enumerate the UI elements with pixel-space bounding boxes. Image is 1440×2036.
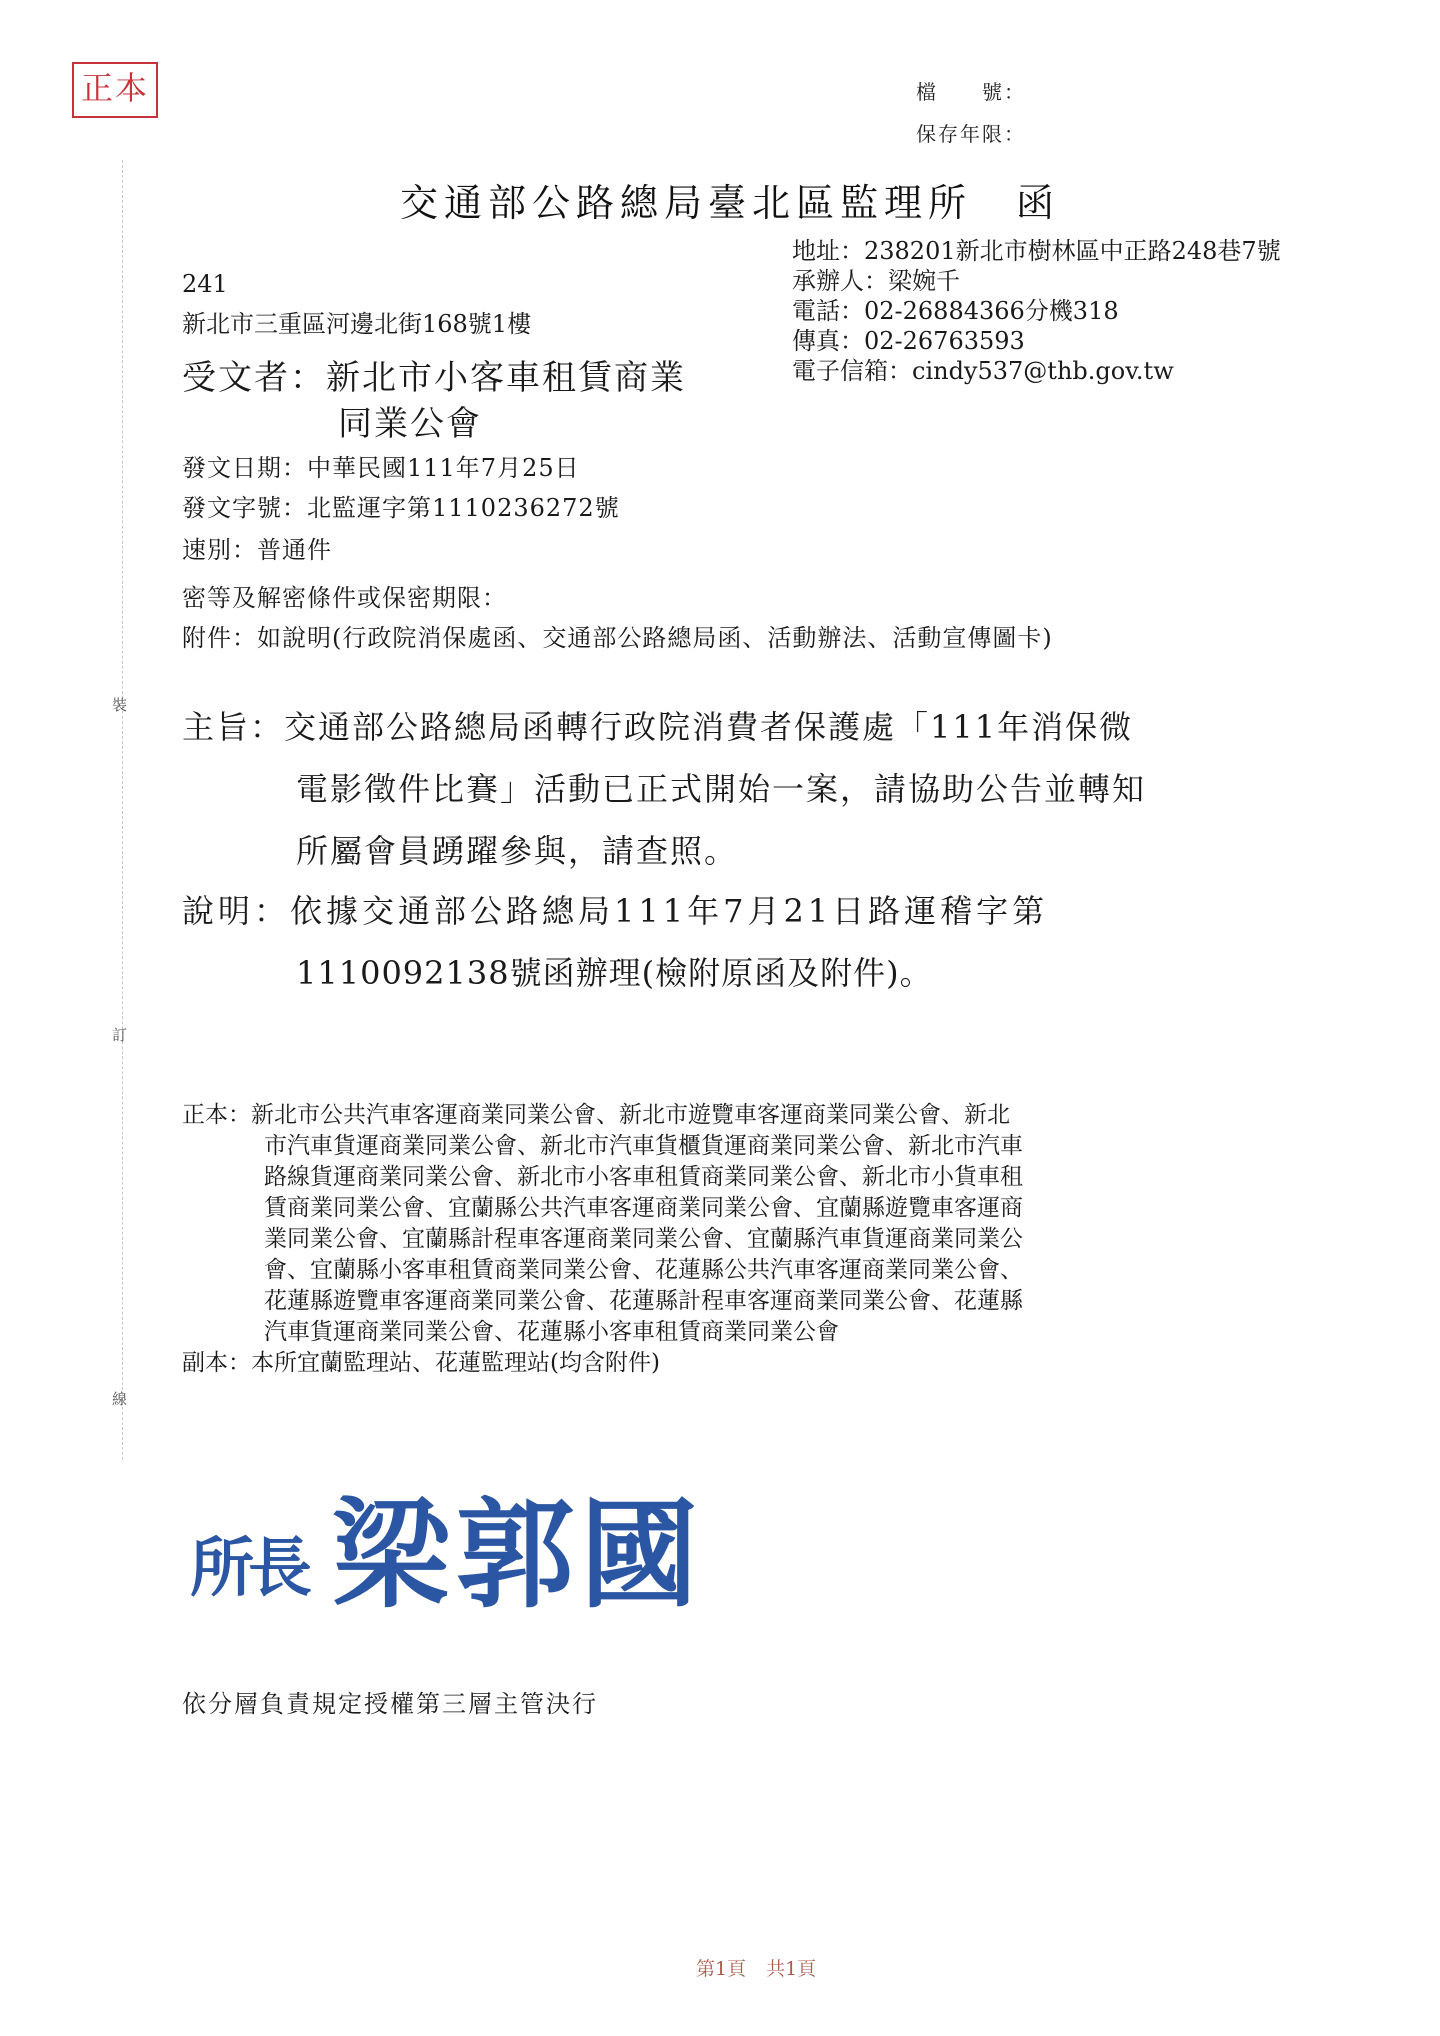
retention-period-label: 保存年限： <box>916 122 1026 146</box>
distribution-list <box>182 1100 1023 1379</box>
main-recipients-line: 賃商業同業公會、宜蘭縣公共汽車客運商業同業公會、宜蘭縣遊覽車客運商 <box>264 1195 1023 1221</box>
sender-info-block <box>792 236 1281 386</box>
subject-line: 主旨：交通部公路總局函轉行政院消費者保護處「111年消保微 <box>182 708 1134 746</box>
binding-mark: 線 <box>112 1390 128 1408</box>
signature-title: 所長 <box>190 1532 306 1606</box>
email-address: 電子信箱：cindy537@thb.gov.tw <box>792 357 1174 385</box>
explanation-line: 說明：依據交通部公路總局111年7月21日路運稽字第 <box>182 892 1049 930</box>
main-recipients-line: 路線貨運商業同業公會、新北市小客車租賃商業同業公會、新北市小貨車租 <box>264 1164 1023 1190</box>
fax-number: 傳真：02-26763593 <box>792 327 1025 355</box>
authorization-note: 依分層負責規定授權第三層主管決行 <box>182 1690 598 1718</box>
document-title: 交通部公路總局臺北區監理所 函 <box>400 181 1061 225</box>
copy-recipients: 副本：本所宜蘭監理站、花蓮監理站(均含附件) <box>182 1350 660 1376</box>
recipient-postcode: 241 <box>182 270 228 298</box>
sender-address: 地址：238201新北市樹林區中正路248巷7號 <box>792 237 1281 265</box>
main-recipients-line: 業同業公會、宜蘭縣計程車客運商業同業公會、宜蘭縣汽車貨運商業同業公 <box>264 1226 1023 1252</box>
page-footer <box>696 1954 816 1981</box>
subject-line: 所屬會員踴躍參與，請查照。 <box>296 832 739 870</box>
total-pages: 共1頁 <box>766 1958 817 1980</box>
main-recipients-line: 花蓮縣遊覽車客運商業同業公會、花蓮縣計程車客運商業同業公會、花蓮縣 <box>264 1288 1023 1314</box>
explanation-line: 1110092138號函辦理(檢附原函及附件)。 <box>296 954 933 992</box>
attachments: 附件：如說明(行政院消保處函、交通部公路總局函、活動辦法、活動宣傳圖卡) <box>182 624 1053 652</box>
phone-number: 電話：02-26884366分機318 <box>792 297 1119 325</box>
main-recipients-line: 汽車貨運商業同業公會、花蓮縣小客車租賃商業同業公會 <box>264 1319 839 1345</box>
subject-paragraph <box>182 696 1146 882</box>
binding-mark: 訂 <box>112 1026 128 1044</box>
original-copy-stamp: 正本 <box>72 62 158 118</box>
page-number: 第1頁 <box>696 1958 747 1980</box>
subject-line: 電影徵件比賽」活動已正式開始一案，請協助公告並轉知 <box>296 770 1147 808</box>
explanation-paragraph <box>182 880 1048 1004</box>
main-recipients-line: 會、宜蘭縣小客車租賃商業同業公會、花蓮縣公共汽車客運商業同業公會、 <box>264 1257 1023 1283</box>
secrecy-level: 密等及解密條件或保密期限： <box>182 584 507 612</box>
document-number: 發文字號：北監運字第1110236272號 <box>182 494 620 522</box>
main-recipients-line: 市汽車貨運商業同業公會、新北市汽車貨櫃貨運商業同業公會、新北市汽車 <box>264 1133 1023 1159</box>
director-signature-seal <box>190 1460 704 1630</box>
binding-mark: 裝 <box>112 696 128 714</box>
main-recipients-line: 正本：新北市公共汽車客運商業同業公會、新北市遊覽車客運商業同業公會、新北 <box>182 1102 1010 1128</box>
file-number-label: 檔 號： <box>916 80 1026 104</box>
contact-person: 承辦人：梁婉千 <box>792 267 960 295</box>
recipient-name-continued: 同業公會 <box>338 404 482 444</box>
issue-date: 發文日期：中華民國111年7月25日 <box>182 454 580 482</box>
delivery-speed: 速別：普通件 <box>182 536 332 564</box>
recipient-address: 新北市三重區河邊北街168號1樓 <box>182 310 532 338</box>
signature-name: 梁郭國 <box>332 1486 705 1624</box>
recipient-name: 受文者：新北市小客車租賃商業 <box>182 358 686 398</box>
binding-dashed-line <box>122 160 123 1460</box>
